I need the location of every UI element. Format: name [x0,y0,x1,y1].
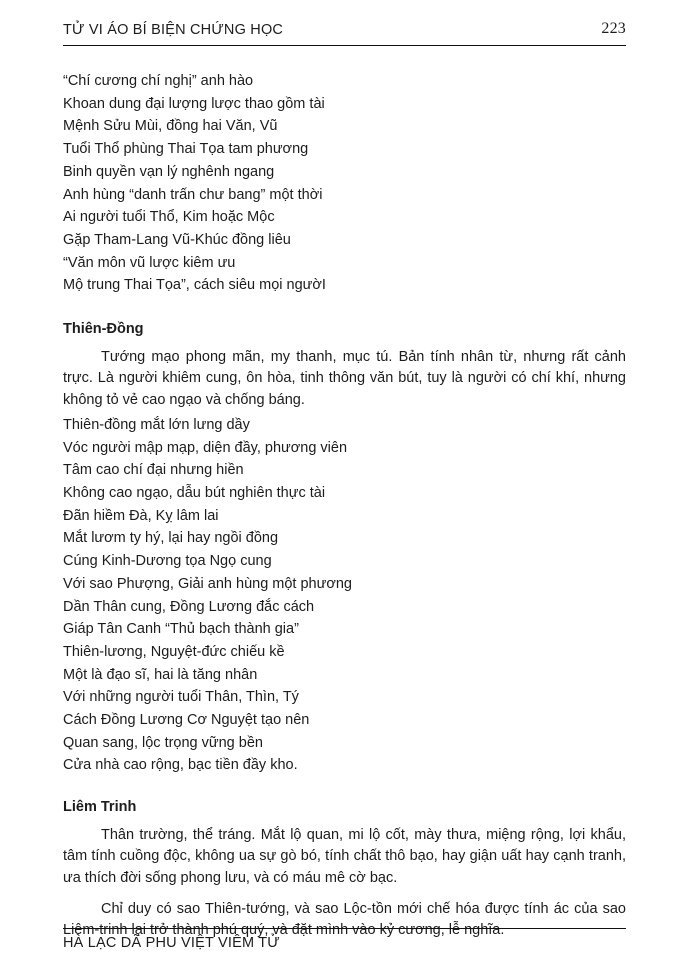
verse-line: “Chí cương chí nghị” anh hào [63,73,254,89]
page-header [63,20,626,46]
verse-line: Mệnh Sửu Mùi, đồng hai Văn, Vũ [63,118,278,135]
verse-line: Với những người tuổi Thân, Thìn, Tý [63,689,299,706]
verse-line: Một là đạo sĩ, hai là tăng nhân [63,666,258,683]
verse-line: Với sao Phượng, Giải anh hùng một phương [63,575,352,592]
running-title: TỬ VI ÁO BÍ BIỆN CHỨNG HỌC [63,22,284,38]
verse-line: Anh hùng “danh trấn chư bang” một thời [63,186,323,203]
verse-line: Quan sang, lộc trọng vững bền [63,734,263,751]
verse-line: Khoan dung đại lượng lược thao gồm tài [63,95,325,112]
page-footer [63,928,626,951]
verse-line: Vóc người mập mạp, diện đầy, phương viên [63,439,348,456]
verse-line: Dần Thân cung, Đồng Lương đắc cách [63,598,315,615]
verse-line: Thiên-đồng mắt lớn lưng dầy [63,416,250,433]
verse-block-opening [63,70,626,297]
verse-line: Đãn hiềm Đà, Kỵ lâm lai [63,507,219,524]
verse-line: Không cao ngạo, dẫu bút nghiên thực tài [63,485,326,502]
verse-line: Binh quyền vạn lý nghênh ngang [63,163,275,180]
page-content [63,20,626,942]
page-number: 223 [601,20,626,37]
verse-line: Cửa nhà cao rộng, bạc tiền đầy kho. [63,757,298,774]
verse-line: Cúng Kinh-Dương tọa Ngọ cung [63,553,272,570]
verse-line: Cách Đồng Lương Cơ Nguyệt tạo nên [63,712,310,729]
verse-line: Gặp Tham-Lang Vũ-Khúc đồng liêu [63,231,291,248]
footer-text: HÀ LẠC DÃ PHU VIỆT VIÊM TỬ [63,935,280,951]
section-heading-thien-dong: Thiên-Đồng [63,321,144,338]
verse-line: Mắt lươm ty hý, lại hay ngồi đồng [63,530,279,547]
verse-line: Mộ trung Thai Tọa”, cách siêu mọi ngườI [63,277,326,294]
verse-line: Thiên-lương, Nguyệt-đức chiếu kề [63,643,285,660]
verse-block-thien-dong [63,414,626,777]
verse-line: Tuổi Thổ phùng Thai Tọa tam phương [63,141,309,158]
verse-line: Tâm cao chí đại nhưng hiền [63,462,244,479]
verse-line: Ai người tuổi Thổ, Kim hoặc Mộc [63,209,275,226]
section-heading-liem-trinh: Liêm Trinh [63,799,137,816]
paragraph-liem-trinh-2: Chỉ duy có sao Thiên-tướng, và sao Lộc-tồn mới chế hóa được tính ác của sao Liêm-trinh lại trở thành phú quý, và đặt mình vào kỷ cương, lễ nghĩa. [63,901,626,939]
paragraph-liem-trinh-1: Thân trường, thể tráng. Mắt lộ quan, mi lộ cốt, mày thưa, miệng rộng, lợi khẩu, tâm tính cuồng độc, không ua sự gò bó, tính chất thô bạo, hay giận uất hay cạnh tranh, ưa thích đời sống phong lưu, và có máu mê cờ bạc. [63,827,626,886]
verse-line: “Văn môn vũ lược kiêm ưu [63,254,236,271]
verse-line: Giáp Tân Canh “Thủ bạch thành gia” [63,621,299,638]
paragraph-thien-dong: Tướng mạo phong mãn, my thanh, mục tú. Bản tính nhân từ, nhưng rất cảnh trực. Là người khiêm cung, ôn hòa, tinh thông văn bút, tuy là người có chí khí, nhưng không tỏ vẻ cao ngạo và chống báng. [63,349,626,408]
